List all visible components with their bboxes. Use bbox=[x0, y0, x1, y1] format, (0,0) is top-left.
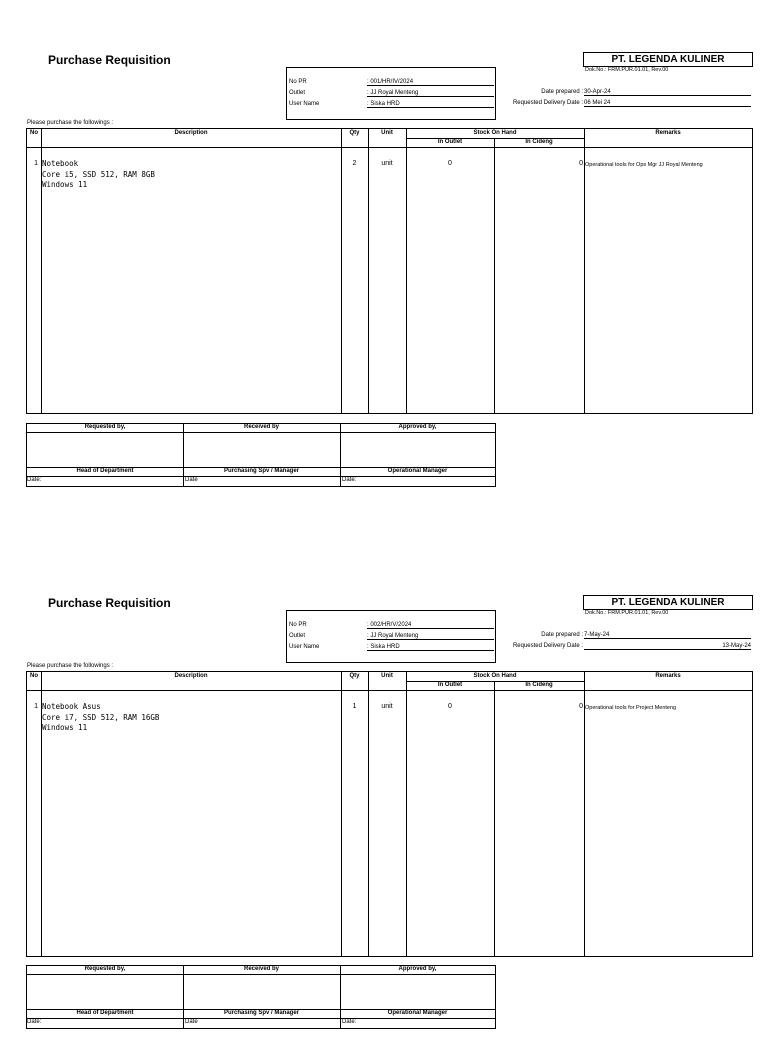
header-info-box bbox=[286, 610, 496, 663]
col-in-cideng-header: In Cideng bbox=[525, 682, 553, 688]
col-stock-header: Stock On Hand bbox=[473, 130, 517, 136]
item-description-line: Notebook Asus bbox=[42, 702, 101, 711]
document-number: Dok.No.: FRM.PUR.01.01, Rev.00 bbox=[585, 610, 669, 616]
date-field: Date bbox=[185, 1019, 198, 1025]
item-qty: 1 bbox=[352, 703, 357, 710]
item-remarks: Operational tools for Project Menteng bbox=[585, 705, 677, 711]
no-pr-value: : 002/HR/V/2024 bbox=[367, 622, 494, 629]
no-pr-value: : 001/HR/IV/2024 bbox=[367, 79, 494, 86]
operational-manager-label: Operational Manager bbox=[387, 1010, 448, 1016]
outlet-label: Outlet bbox=[289, 633, 306, 639]
col-qty-header: Qty bbox=[349, 130, 360, 136]
purchase-requisition-form-2 bbox=[0, 543, 768, 1043]
approved-by-label: Approved by, bbox=[398, 424, 437, 430]
received-by-label: Received by bbox=[243, 424, 280, 430]
col-remarks-header: Remarks bbox=[655, 673, 681, 679]
date-field: Date: bbox=[342, 477, 357, 483]
please-purchase-text: Please purchase the followings : bbox=[27, 663, 114, 669]
date-field: Date: bbox=[27, 477, 42, 483]
date-prepared-value: 7-May-24 bbox=[584, 632, 751, 639]
col-unit-header: Unit bbox=[381, 673, 393, 679]
outlet-value: : JJ Royal Menteng bbox=[367, 90, 494, 97]
no-pr-label: No PR bbox=[289, 622, 307, 628]
date-field: Date bbox=[185, 477, 198, 483]
col-description-header: Description bbox=[174, 673, 208, 679]
col-remarks-header: Remarks bbox=[655, 130, 681, 136]
col-no-header: No bbox=[30, 130, 38, 136]
col-unit-header: Unit bbox=[381, 130, 393, 136]
item-qty: 2 bbox=[352, 160, 357, 167]
item-unit: unit bbox=[381, 703, 393, 710]
items-table bbox=[26, 128, 753, 414]
header-info-box bbox=[286, 67, 496, 120]
user-name-value: : Siska HRD bbox=[367, 644, 494, 651]
item-no: 1 bbox=[34, 160, 38, 167]
col-description-header: Description bbox=[174, 130, 208, 136]
received-by-label: Received by bbox=[243, 966, 280, 972]
operational-manager-label: Operational Manager bbox=[387, 468, 448, 474]
item-description-line: Windows 11 bbox=[42, 180, 88, 189]
col-no-header: No bbox=[30, 673, 38, 679]
item-description-line: Windows 11 bbox=[42, 723, 88, 732]
item-in-outlet: 0 bbox=[448, 160, 452, 167]
col-qty-header: Qty bbox=[349, 673, 360, 679]
purchasing-manager-label: Purchasing Spv / Manager bbox=[223, 468, 300, 474]
requested-by-label: Requested by, bbox=[84, 424, 126, 430]
signature-box bbox=[26, 423, 496, 487]
item-unit: unit bbox=[381, 160, 393, 167]
date-prepared-value: 30-Apr-24 bbox=[584, 89, 751, 96]
item-description bbox=[42, 159, 155, 191]
document-number: Dok.No.: FRM.PUR.01.01, Rev.00 bbox=[585, 67, 669, 73]
delivery-date-value: 13-May-24 bbox=[584, 643, 751, 650]
col-in-cideng-header: In Cideng bbox=[525, 139, 553, 145]
outlet-value: : JJ Royal Menteng bbox=[367, 633, 494, 640]
item-in-cideng: 0 bbox=[579, 160, 583, 167]
form-title: Purchase Requisition bbox=[48, 596, 171, 610]
item-description-line: Core i5, SSD 512, RAM 8GB bbox=[42, 169, 155, 179]
item-description-line: Notebook bbox=[42, 159, 79, 168]
user-name-label: User Name bbox=[289, 644, 320, 650]
date-field: Date: bbox=[342, 1019, 357, 1025]
items-table bbox=[26, 671, 753, 957]
outlet-label: Outlet bbox=[289, 90, 306, 96]
date-prepared-label: Date prepared : bbox=[541, 632, 583, 638]
col-in-outlet-header: In Outlet bbox=[437, 139, 463, 145]
user-name-value: : Siska HRD bbox=[367, 101, 494, 108]
delivery-date-label: Requested Delivery Date : bbox=[512, 100, 583, 106]
form-title: Purchase Requisition bbox=[48, 53, 171, 67]
company-name: PT. LEGENDA KULINER bbox=[583, 52, 753, 67]
delivery-date-label: Requested Delivery Date : bbox=[512, 643, 583, 649]
item-description bbox=[42, 702, 159, 734]
approved-by-label: Approved by, bbox=[398, 966, 437, 972]
requested-by-label: Requested by, bbox=[84, 966, 126, 972]
item-description-line: Core i7, SSD 512, RAM 16GB bbox=[42, 712, 160, 722]
col-stock-header: Stock On Hand bbox=[473, 673, 517, 679]
purchase-requisition-form-1 bbox=[0, 0, 768, 500]
head-of-department-label: Head of Department bbox=[76, 1010, 134, 1016]
company-name: PT. LEGENDA KULINER bbox=[583, 595, 753, 610]
item-remarks: Operational tools for Ops Mgr JJ Royal Menteng bbox=[585, 162, 703, 168]
no-pr-label: No PR bbox=[289, 79, 307, 85]
purchasing-manager-label: Purchasing Spv / Manager bbox=[223, 1010, 300, 1016]
user-name-label: User Name bbox=[289, 101, 320, 107]
item-in-outlet: 0 bbox=[448, 703, 452, 710]
please-purchase-text: Please purchase the followings : bbox=[27, 120, 114, 126]
date-field: Date: bbox=[27, 1019, 42, 1025]
head-of-department-label: Head of Department bbox=[76, 468, 134, 474]
signature-box bbox=[26, 965, 496, 1029]
item-no: 1 bbox=[34, 703, 38, 710]
col-in-outlet-header: In Outlet bbox=[437, 682, 463, 688]
item-in-cideng: 0 bbox=[579, 703, 583, 710]
date-prepared-label: Date prepared : bbox=[541, 89, 583, 95]
delivery-date-value: 06 Mei 24 bbox=[584, 100, 751, 107]
